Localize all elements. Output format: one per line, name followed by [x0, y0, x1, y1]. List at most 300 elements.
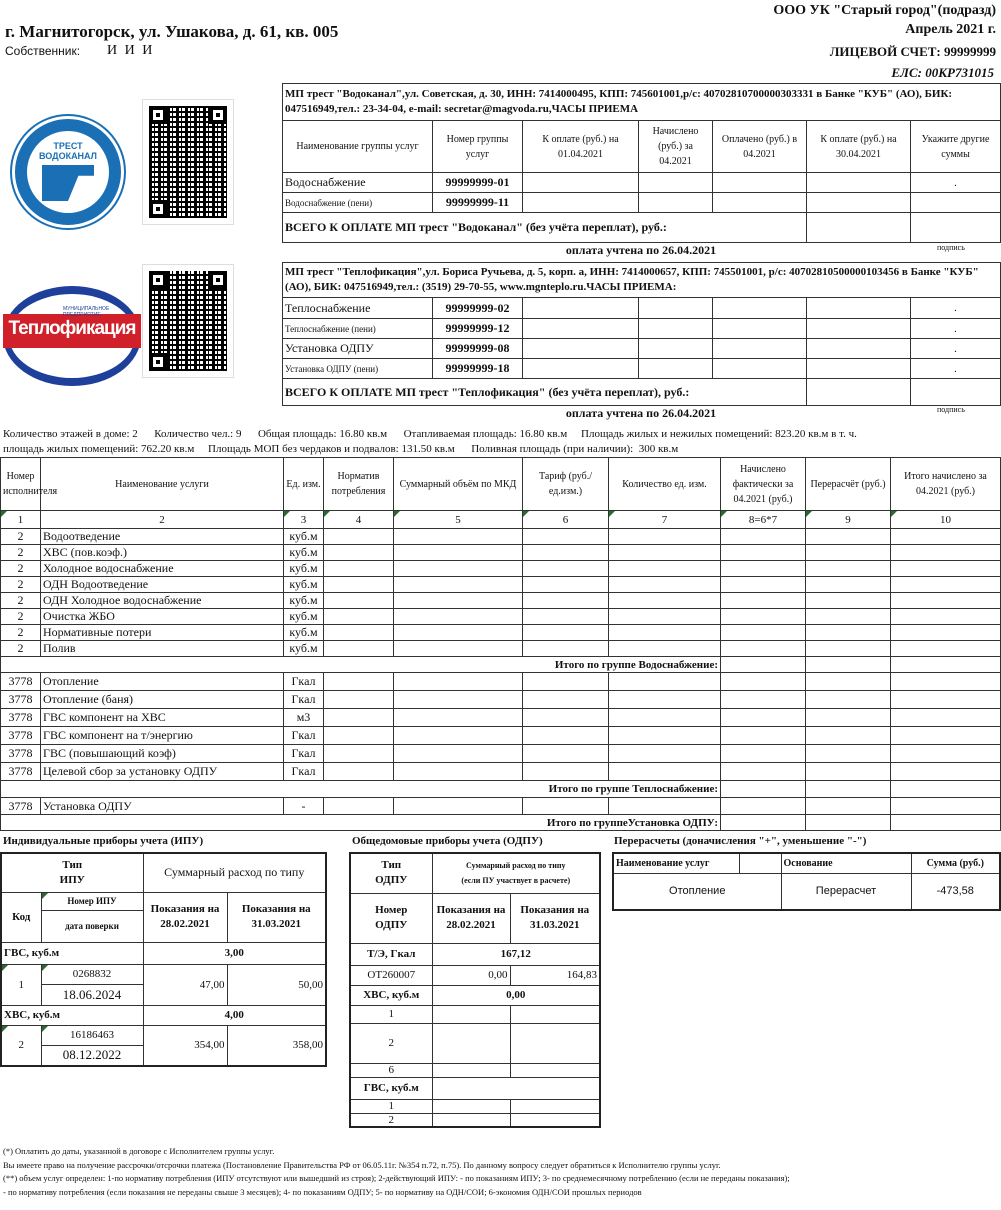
odpu-type-label: Тип — [381, 859, 402, 872]
value-cell — [891, 709, 1001, 727]
ipu-group-type: ХВС, куб.м — [1, 1005, 143, 1025]
table-row — [1, 577, 1001, 593]
odpu-sum-label: Суммарный расход по типу — [466, 861, 566, 871]
service-group-name: Установка ОДПУ — [283, 339, 433, 359]
ipu-group-sum: 3,00 — [143, 942, 326, 964]
service-unit: Гкал — [284, 727, 324, 745]
footer-notes — [3, 1145, 998, 1199]
service-name: Водоотведение — [41, 529, 284, 545]
service-group-name: Теплоснабжение (пени) — [283, 319, 433, 339]
odpu-row-index: 2 — [350, 1023, 432, 1063]
value-cell — [891, 691, 1001, 709]
service-group-number: 99999999-02 — [433, 298, 523, 319]
services-table — [0, 457, 1001, 831]
value-cell — [721, 673, 806, 691]
service-provider-number: 3778 — [1, 709, 41, 727]
value-cell — [609, 545, 721, 561]
value-cell — [891, 781, 1001, 798]
value-cell — [609, 745, 721, 763]
value-cell — [609, 641, 721, 657]
teplofikatsiya-payment-table — [282, 262, 1001, 406]
service-name: Установка ОДПУ — [41, 798, 284, 815]
service-name: Целевой сбор за установку ОДПУ — [41, 763, 284, 781]
value-cell — [394, 593, 523, 609]
teplo-info: МП трест "Теплофикация",ул. Бориса Ручьева, д. 5, корп. а, ИНН: 7414000657, КПП: 745501001, р/с: 40702810500000103456 в Банке "КУБ" (АО), БИК: 047516949,тел.: (3519) 29-70-55, www.mgnteplo.ru.ЧАСЫ ПРИЕМА: — [283, 263, 1001, 298]
table-row — [1, 609, 1001, 625]
service-unit: куб.м — [284, 577, 324, 593]
service-name: Отопление (баня) — [41, 691, 284, 709]
service-unit: Гкал — [284, 691, 324, 709]
value-cell — [806, 815, 891, 831]
col-header: Начислено фактически за 04.2021 (руб.) — [721, 458, 806, 511]
service-provider-number: 2 — [1, 577, 41, 593]
value-cell — [891, 727, 1001, 745]
vodokanal-qr-code — [143, 100, 233, 224]
ipu-num-label: Номер ИПУ — [41, 892, 143, 910]
service-name: ХВС (пов.коэф.) — [41, 545, 284, 561]
group-total-label: Итого по группеУстановка ОДПУ: — [1, 815, 721, 831]
value-cell — [394, 745, 523, 763]
col-number: 4 — [324, 511, 394, 529]
service-name: ОДН Холодное водоснабжение — [41, 593, 284, 609]
odpu-reading-2: 164,83 — [510, 965, 600, 985]
table-row — [283, 298, 1001, 319]
value-cell — [806, 763, 891, 781]
service-name: Нормативные потери — [41, 625, 284, 641]
service-unit: м3 — [284, 709, 324, 727]
value-cell — [394, 545, 523, 561]
other-sum-input[interactable]: . — [911, 173, 1001, 193]
value-cell — [891, 593, 1001, 609]
value-cell — [523, 593, 609, 609]
odpu-group-type: Т/Э, Гкал — [350, 943, 432, 965]
ipu-code-label: Код — [1, 892, 41, 942]
value-cell — [721, 561, 806, 577]
value-cell — [891, 673, 1001, 691]
col-header: Тариф (руб./ед.изм.) — [523, 458, 609, 511]
ipu-number: 16186463 — [41, 1025, 143, 1045]
service-name: ГВС компонент на ХВС — [41, 709, 284, 727]
value-cell — [324, 593, 394, 609]
value-cell — [394, 609, 523, 625]
ipu-reading-2: 358,00 — [227, 1025, 326, 1066]
other-sum-input[interactable] — [911, 193, 1001, 213]
value-cell — [609, 727, 721, 745]
value-cell — [609, 709, 721, 727]
table-row — [1, 641, 1001, 657]
other-sum-input[interactable]: . — [911, 298, 1001, 319]
col-number: 1 — [1, 511, 41, 529]
value-cell — [394, 529, 523, 545]
ipu-group-type: ГВС, куб.м — [1, 942, 143, 964]
service-unit: - — [284, 798, 324, 815]
value-cell — [324, 745, 394, 763]
col-header: Итого начислено за 04.2021 (руб.) — [891, 458, 1001, 511]
value-cell — [721, 709, 806, 727]
value-cell — [324, 561, 394, 577]
col-header: Номер группы услуг — [433, 121, 523, 173]
table-row — [1, 727, 1001, 745]
ipu-read2-label: Показания на 31.03.2021 — [227, 892, 326, 942]
value-cell — [394, 709, 523, 727]
value-cell — [806, 545, 891, 561]
service-unit: куб.м — [284, 561, 324, 577]
col-number: 2 — [41, 511, 284, 529]
value-cell — [324, 577, 394, 593]
house-info-line2: площадь жилых помещений: 762.20 кв.м Площадь МОП без чердаков и подвалов: 131.50 кв.м Поливная площадь (при наличии): 300 кв.м — [3, 443, 679, 455]
value-cell — [806, 593, 891, 609]
service-provider-number: 2 — [1, 641, 41, 657]
other-sum-input[interactable]: . — [911, 359, 1001, 379]
recalc-table — [612, 852, 1001, 911]
service-group-name: Теплоснабжение — [283, 298, 433, 319]
ipu-date-label: дата поверки — [41, 910, 143, 942]
value-cell — [523, 798, 609, 815]
value-cell — [721, 609, 806, 625]
value-cell — [523, 545, 609, 561]
service-provider-number: 2 — [1, 625, 41, 641]
value-cell — [721, 745, 806, 763]
value-cell — [806, 745, 891, 763]
service-name: Очистка ЖБО — [41, 609, 284, 625]
value-cell — [609, 673, 721, 691]
ipu-reading-1: 47,00 — [143, 964, 227, 1005]
value-cell — [394, 641, 523, 657]
value-cell — [523, 609, 609, 625]
service-provider-number: 3778 — [1, 673, 41, 691]
value-cell — [609, 798, 721, 815]
col-number: 8=6*7 — [721, 511, 806, 529]
value-cell — [721, 641, 806, 657]
value-cell — [394, 561, 523, 577]
table-row — [283, 339, 1001, 359]
table-row — [1, 561, 1001, 577]
ipu-table — [0, 852, 327, 1067]
vodokanal-info: МП трест "Водоканал",ул. Советская, д. 30, ИНН: 7414000495, КПП: 745601001,р/с: 40702810700000303331 в Банке "КУБ" (АО), БИК: 047516949,тел.: 23-34-04, e-mail: secretar@magvoda.ru,ЧАСЫ ПРИЕМА — [283, 84, 1001, 121]
ipu-reading-2: 50,00 — [227, 964, 326, 1005]
odpu-type-label: ОДПУ — [375, 874, 408, 887]
col-header: Ед. изм. — [284, 458, 324, 511]
value-cell — [891, 641, 1001, 657]
table-row — [1, 593, 1001, 609]
value-cell — [609, 691, 721, 709]
ipu-type-label: ИПУ — [59, 873, 85, 886]
value-cell — [721, 545, 806, 561]
value-cell — [324, 625, 394, 641]
ipu-code: 1 — [1, 964, 41, 1005]
value-cell — [806, 529, 891, 545]
service-unit: куб.м — [284, 609, 324, 625]
value-cell — [324, 545, 394, 561]
logo-text: ВОДОКАНАЛ — [39, 151, 97, 161]
value-cell — [806, 691, 891, 709]
value-cell — [806, 709, 891, 727]
footer-note: - по нормативу потребления (если показания не переданы свыше 3 месяцев); 4- по показаниям ОДПУ; 5- по нормативу на ОДН/СОИ; 6-экономия ОДН/СОИ прошлых периодов — [3, 1186, 642, 1197]
ipu-number: 0268832 — [41, 964, 143, 984]
value-cell — [523, 745, 609, 763]
service-provider-number: 3778 — [1, 745, 41, 763]
service-unit: куб.м — [284, 593, 324, 609]
value-cell — [523, 673, 609, 691]
value-cell — [721, 593, 806, 609]
col-header: К оплате (руб.) на 01.04.2021 — [523, 121, 639, 173]
col-number: 6 — [523, 511, 609, 529]
service-unit: Гкал — [284, 763, 324, 781]
other-sum-input[interactable]: . — [911, 339, 1001, 359]
col-number: 7 — [609, 511, 721, 529]
service-group-name: Водоснабжение — [283, 173, 433, 193]
col-header: К оплате (руб.) на 30.04.2021 — [807, 121, 911, 173]
service-provider-number: 2 — [1, 609, 41, 625]
table-row — [1, 745, 1001, 763]
col-header: Перерасчёт (руб.) — [806, 458, 891, 511]
table-row — [283, 173, 1001, 193]
col-number: 10 — [891, 511, 1001, 529]
service-provider-number: 3778 — [1, 798, 41, 815]
value-cell — [394, 727, 523, 745]
ipu-verification-date: 08.12.2022 — [41, 1045, 143, 1066]
table-row — [613, 873, 1000, 910]
col-header: Номер исполнителя — [1, 458, 41, 511]
service-group-name: Водоснабжение (пени) — [283, 193, 433, 213]
service-group-number: 99999999-08 — [433, 339, 523, 359]
teplo-total-label: ВСЕГО К ОПЛАТЕ МП трест "Теплофикация" (без учёта переплат), руб.: — [283, 379, 807, 406]
value-cell — [806, 609, 891, 625]
table-row — [1, 673, 1001, 691]
value-cell — [609, 625, 721, 641]
value-cell — [324, 727, 394, 745]
value-cell — [523, 641, 609, 657]
table-row — [283, 319, 1001, 339]
logo-text: Теплофикация — [8, 318, 136, 339]
group-total-label: Итого по группе Водоснабжение: — [1, 657, 721, 673]
value-cell — [324, 609, 394, 625]
vodokanal-total-label: ВСЕГО К ОПЛАТЕ МП трест "Водоканал" (без учёта переплат), руб.: — [283, 213, 807, 243]
value-cell — [609, 529, 721, 545]
service-provider-number: 2 — [1, 561, 41, 577]
table-row — [1, 545, 1001, 561]
value-cell — [891, 529, 1001, 545]
value-cell — [806, 673, 891, 691]
odpu-group-sum: 167,12 — [432, 943, 600, 965]
value-cell — [806, 577, 891, 593]
vodokanal-signature-label: подпись — [937, 243, 965, 252]
value-cell — [891, 545, 1001, 561]
odpu-number: ОТ260007 — [350, 965, 432, 985]
value-cell — [721, 763, 806, 781]
address: г. Магнитогорск, ул. Ушакова, д. 61, кв. 005 — [5, 22, 339, 41]
value-cell — [523, 763, 609, 781]
value-cell — [609, 609, 721, 625]
col-header: Наименование группы услуг — [283, 121, 433, 173]
value-cell — [806, 798, 891, 815]
ipu-reading-1: 354,00 — [143, 1025, 227, 1066]
els-number: ЕЛС: 00КР731015 — [891, 65, 994, 80]
service-unit: куб.м — [284, 625, 324, 641]
table-row — [283, 359, 1001, 379]
value-cell — [721, 625, 806, 641]
footer-note: (*) Оплатить до даты, указанной в договоре с Исполнителем группы услуг. — [3, 1146, 275, 1156]
value-cell — [394, 798, 523, 815]
odpu-table — [349, 852, 601, 1128]
col-number: 3 — [284, 511, 324, 529]
odpu-group-sum: 0,00 — [432, 985, 600, 1005]
service-name: ГВС компонент на т/энергию — [41, 727, 284, 745]
service-unit: Гкал — [284, 673, 324, 691]
odpu-sum-label: (если ПУ участвует в расчете) — [461, 876, 571, 886]
recalc-col-header: Сумма (руб.) — [911, 853, 1000, 873]
value-cell — [523, 691, 609, 709]
value-cell — [806, 641, 891, 657]
col-header: Укажите другие суммы — [911, 121, 1001, 173]
col-header: Количество ед. изм. — [609, 458, 721, 511]
service-provider-number: 3778 — [1, 691, 41, 709]
value-cell — [806, 625, 891, 641]
ipu-code: 2 — [1, 1025, 41, 1066]
odpu-row-index: 2 — [350, 1113, 432, 1127]
recalc-col-header: Наименование услуг — [613, 853, 739, 873]
value-cell — [721, 781, 806, 798]
odpu-row-index: 1 — [350, 1005, 432, 1023]
period: Апрель 2021 г. — [905, 22, 996, 37]
value-cell — [394, 577, 523, 593]
value-cell — [891, 609, 1001, 625]
service-name: Холодное водоснабжение — [41, 561, 284, 577]
recalc-col-header: Основание — [781, 853, 911, 873]
value-cell — [806, 561, 891, 577]
teplo-paid-note: оплата учтена по 26.04.2021 — [565, 406, 717, 420]
value-cell — [891, 798, 1001, 815]
service-name: ГВС (повышающий коэф) — [41, 745, 284, 763]
col-number: 9 — [806, 511, 891, 529]
account-number: ЛИЦЕВОЙ СЧЕТ: 99999999 — [829, 44, 996, 59]
value-cell — [324, 709, 394, 727]
value-cell — [324, 641, 394, 657]
value-cell — [721, 577, 806, 593]
owner-label: Собственник: — [5, 44, 81, 58]
value-cell — [523, 709, 609, 727]
recalc-sum: -473,58 — [911, 873, 1000, 910]
service-unit: куб.м — [284, 545, 324, 561]
value-cell — [891, 763, 1001, 781]
service-group-number: 99999999-18 — [433, 359, 523, 379]
teplo-signature-label: подпись — [937, 405, 965, 414]
odpu-num-label: Номер — [375, 904, 408, 916]
col-header: Норматив потребления — [324, 458, 394, 511]
odpu-num-label: ОДПУ — [375, 919, 408, 931]
table-row — [1, 691, 1001, 709]
value-cell — [721, 529, 806, 545]
odpu-title: Общедомовые приборы учета (ОДПУ) — [352, 835, 543, 847]
col-header: Суммарный объём по МКД — [394, 458, 523, 511]
company-name: ООО УК "Старый город"(подразд) — [773, 3, 996, 18]
value-cell — [394, 673, 523, 691]
ipu-read1-label: Показания на 28.02.2021 — [143, 892, 227, 942]
service-provider-number: 3778 — [1, 727, 41, 745]
value-cell — [394, 691, 523, 709]
ipu-type-label: Тип — [62, 858, 83, 871]
service-provider-number: 2 — [1, 593, 41, 609]
service-name: Отопление — [41, 673, 284, 691]
service-group-number: 99999999-01 — [433, 173, 523, 193]
odpu-row-index: 6 — [350, 1063, 432, 1077]
value-cell — [324, 673, 394, 691]
service-group-number: 99999999-12 — [433, 319, 523, 339]
service-name: ОДН Водоотведение — [41, 577, 284, 593]
vodokanal-logo — [12, 116, 124, 228]
service-provider-number: 2 — [1, 529, 41, 545]
service-name: Полив — [41, 641, 284, 657]
odpu-reading-1: 0,00 — [432, 965, 510, 985]
value-cell — [324, 691, 394, 709]
col-number: 5 — [394, 511, 523, 529]
value-cell — [523, 529, 609, 545]
value-cell — [721, 815, 806, 831]
odpu-read2-label: Показания на 31.03.2021 — [510, 893, 600, 943]
service-provider-number: 3778 — [1, 763, 41, 781]
footer-note: Вы имеете право на получение рассрочки/отсрочки платежа (Постановление Правительства РФ от 06.05.11г. №354 п.72, п.75). По данному вопросу следует обратиться к Исполнителю группы услуг. — [3, 1159, 721, 1170]
value-cell — [523, 727, 609, 745]
table-row — [283, 193, 1001, 213]
value-cell — [324, 798, 394, 815]
ipu-title: Индивидуальные приборы учета (ИПУ) — [3, 835, 204, 847]
value-cell — [523, 561, 609, 577]
footer-note: (**) объем услуг определен: 1-по нормативу потребления (ИПУ отсутствуют или вышедший из строя); 2-действующий ИПУ: - по показаниям ИПУ; 3- по среднемесячному потреблению (если не переданы показания); — [3, 1173, 790, 1183]
value-cell — [891, 657, 1001, 673]
col-header: Оплачено (руб.) в 04.2021 — [713, 121, 807, 173]
value-cell — [394, 763, 523, 781]
service-unit: Гкал — [284, 745, 324, 763]
value-cell — [891, 577, 1001, 593]
value-cell — [721, 657, 806, 673]
ipu-verification-date: 18.06.2024 — [41, 984, 143, 1005]
teplofikatsiya-logo — [3, 286, 141, 386]
service-group-name: Установка ОДПУ (пени) — [283, 359, 433, 379]
value-cell — [721, 691, 806, 709]
value-cell — [806, 727, 891, 745]
recalc-reason: Перерасчет — [781, 873, 911, 910]
value-cell — [891, 745, 1001, 763]
vodokanal-paid-note: оплата учтена по 26.04.2021 — [565, 243, 717, 257]
value-cell — [324, 529, 394, 545]
service-unit: куб.м — [284, 529, 324, 545]
value-cell — [609, 593, 721, 609]
value-cell — [324, 763, 394, 781]
odpu-group-type: ГВС, куб.м — [350, 1077, 432, 1099]
value-cell — [891, 815, 1001, 831]
logo-subtext: МУНИЦИПАЛЬНОЕ ПРЕДПРИЯТИЕ — [63, 306, 110, 318]
logo-text: ТРЕСТ — [53, 141, 83, 151]
group-total-label: Итого по группе Теплоснабжение: — [1, 781, 721, 798]
value-cell — [394, 625, 523, 641]
other-sum-input[interactable]: . — [911, 319, 1001, 339]
odpu-read1-label: Показания на 28.02.2021 — [432, 893, 510, 943]
table-row — [1, 798, 1001, 815]
recalc-title: Перерасчеты (доначисления "+", уменьшение "-") — [614, 835, 867, 847]
col-header: Наименование услуги — [41, 458, 284, 511]
value-cell — [891, 625, 1001, 641]
odpu-row-index: 1 — [350, 1099, 432, 1113]
value-cell — [806, 781, 891, 798]
value-cell — [721, 727, 806, 745]
value-cell — [609, 763, 721, 781]
owner-name: И И И — [107, 43, 155, 58]
vodokanal-payment-table — [282, 83, 1001, 243]
house-info-line1: Количество этажей в доме: 2 Количество чел.: 9 Общая площадь: 16.80 кв.м Отапливаемая площадь: 16.80 кв.м Площадь жилых и нежилых помещений: 823.20 кв.м в т. ч. — [3, 428, 857, 440]
value-cell — [609, 561, 721, 577]
value-cell — [523, 577, 609, 593]
ipu-group-sum: 4,00 — [143, 1005, 326, 1025]
